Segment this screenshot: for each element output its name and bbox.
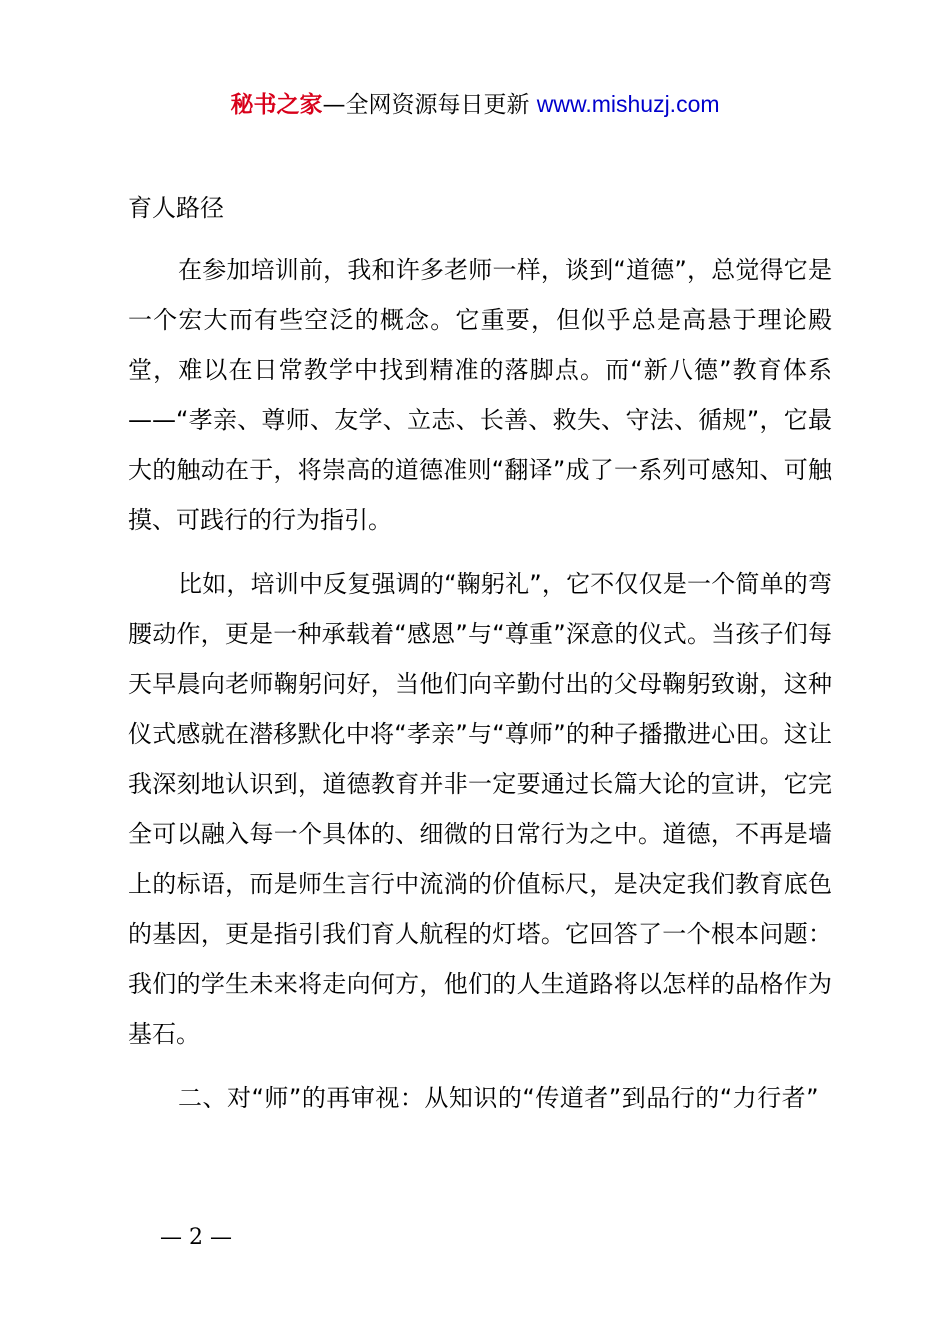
- body-paragraph-1: 在参加培训前，我和许多老师一样，谈到“道德”，总觉得它是一个宏大而有些空泛的概念。它重要，但似乎总是高悬于理论殿堂，难以在日常教学中找到精准的落脚点。而“新八德”教育体系——“孝亲、尊师、友学、立志、长善、救失、守法、循规”，它最大的触动在于，将崇高的道德准则“翻译”成了一系列可感知、可触摸、可践行的行为指引。: [128, 256, 832, 534]
- header-slogan: —全网资源每日更新: [322, 92, 537, 118]
- page-number: — 2 —: [160, 1225, 232, 1250]
- site-url-link[interactable]: www.mishuzj.com: [536, 91, 720, 117]
- site-header: [0, 86, 950, 123]
- brand-name: 秘书之家: [230, 92, 323, 118]
- body-paragraph-2: 比如，培训中反复强调的“鞠躬礼”，它不仅仅是一个简单的弯腰动作，更是一种承载着“感恩”与“尊重”深意的仪式。当孩子们每天早晨向老师鞠躬问好，当他们向辛勤付出的父母鞠躬致谢，这种仪式感就在潜移默化中将“孝亲”与“尊师”的种子播撒进心田。这让我深刻地认识到，道德教育并非一定要通过长篇大论的宣讲，它完全可以融入每一个具体的、细微的日常行为之中。道德，不再是墙上的标语，而是师生言行中流淌的价值标尺，是决定我们教育底色的基因，更是指引我们育人航程的灯塔。它回答了一个根本问题：我们的学生未来将走向何方，他们的人生道路将以怎样的品格作为基石。: [128, 570, 832, 1048]
- document-body: [128, 183, 832, 1123]
- section-heading: 二、对“师”的再审视：从知识的“传道者”到品行的“力行者”: [178, 1084, 820, 1112]
- continued-heading-fragment: 育人路径: [128, 194, 224, 222]
